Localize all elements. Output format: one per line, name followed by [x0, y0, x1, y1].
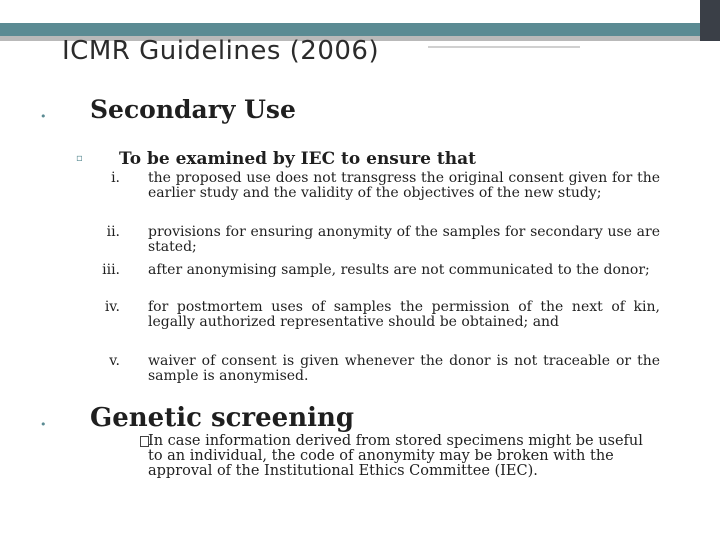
- heading-secondary-use: Secondary Use: [90, 95, 296, 124]
- bullet-secondary-use: •: [40, 110, 47, 123]
- lead-text: To be examined by IEC to ensure that: [119, 149, 476, 169]
- item-text-iii: after anonymising sample, results are not communicated to the donor;: [148, 262, 650, 278]
- header-accent-bar: [0, 23, 700, 36]
- item-number-iii: iii.: [102, 262, 120, 278]
- sub-bullet: ▫: [76, 153, 83, 164]
- item-text-i: the proposed use does not transgress the original consent given for the earlier study and the validity of the objectives of the new study;: [148, 170, 660, 201]
- item-number-v: v.: [109, 353, 120, 369]
- genetic-screening-text: In case information derived from stored specimens might be useful to an individual, the code of anonymity may be broken with the approval of the Institutional Ethics Committee (IEC).: [148, 433, 643, 479]
- item-text-ii: provisions for ensuring anonymity of the samples for secondary use are stated;: [148, 224, 660, 255]
- title-underline: [428, 46, 580, 48]
- item-number-i: i.: [111, 170, 120, 186]
- item-number-ii: ii.: [106, 224, 120, 240]
- bullet-genetic-screening: •: [40, 418, 47, 431]
- item-text-v: waiver of consent is given whenever the donor is not traceable or the sample is anonymised.: [148, 353, 660, 384]
- item-text-iv: for postmortem uses of samples the permission of the next of kin, legally authorized representative should be obtained; and: [148, 299, 660, 330]
- item-number-iv: iv.: [104, 299, 120, 315]
- slide-title: ICMR Guidelines (2006): [62, 36, 380, 66]
- heading-genetic-screening: Genetic screening: [90, 403, 355, 433]
- header-corner-block: [700, 0, 720, 41]
